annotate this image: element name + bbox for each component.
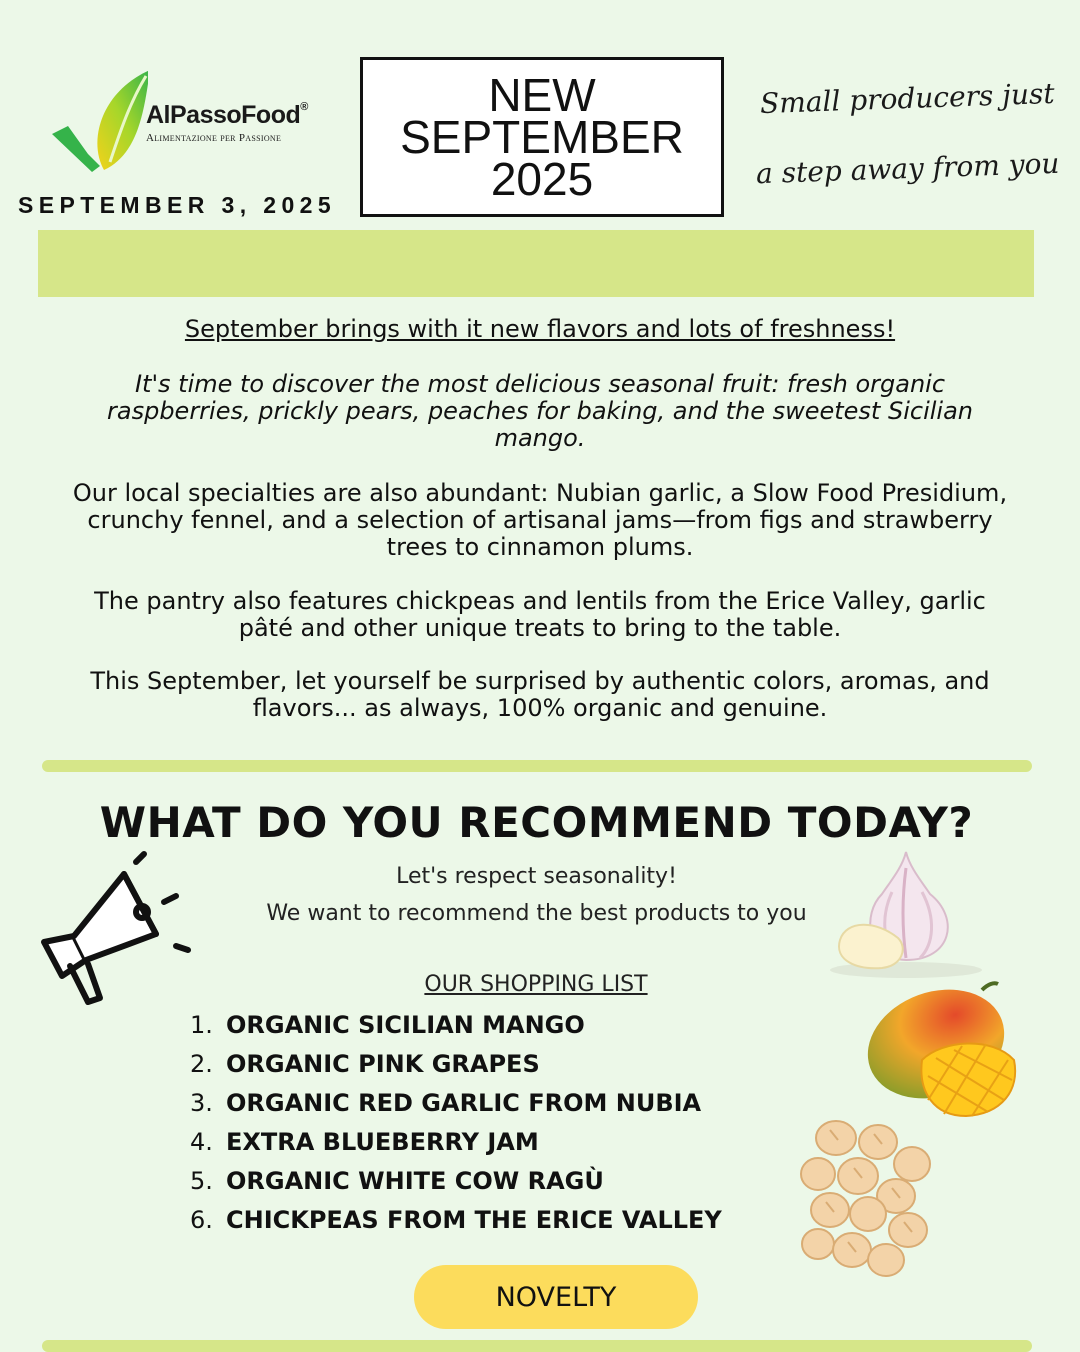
brand-tagline: Alimentazione per Passione <box>146 132 282 144</box>
garlic-icon <box>826 848 986 983</box>
intro-paragraph: It's time to discover the most delicious seasonal fruit: fresh organic raspberries, prickly pears, peaches for baking, and the sweetest Sicilian mango. <box>107 370 973 452</box>
list-item: 3. ORGANIC RED GARLIC FROM NUBIA <box>190 1089 702 1117</box>
accent-band <box>38 230 1034 297</box>
issue-date: SEPTEMBER 3, 2025 <box>18 192 337 218</box>
shopping-list-title: OUR SHOPPING LIST <box>424 972 648 997</box>
new-box-line: NEW <box>488 69 596 121</box>
new-september-box <box>360 57 724 217</box>
slogan-line: Small producers just <box>759 76 1056 121</box>
subtitle-line: Let's respect seasonality! <box>396 864 677 889</box>
intro-headline: September brings with it new flavors and lots of freshness! <box>184 315 896 343</box>
section-heading: WHAT DO YOU RECOMMEND TODAY? <box>99 798 974 847</box>
list-item: 2. ORGANIC PINK GRAPES <box>190 1050 540 1078</box>
new-box-line: SEPTEMBER <box>400 111 684 163</box>
list-item: 6. CHICKPEAS FROM THE ERICE VALLEY <box>190 1206 722 1234</box>
divider <box>42 1340 1032 1352</box>
list-item: 5. ORGANIC WHITE COW RAGÙ <box>190 1167 604 1195</box>
list-item: 4. EXTRA BLUEBERRY JAM <box>190 1128 539 1156</box>
chickpeas-icon <box>796 1118 936 1280</box>
mango-icon <box>862 980 1022 1120</box>
intro-paragraph: The pantry also features chickpeas and lentils from the Erice Valley, garlic pâté and other unique treats to bring to the table. <box>94 587 986 642</box>
divider <box>42 760 1032 772</box>
brand-name: AlPassoFood® <box>146 101 308 129</box>
novelty-button[interactable]: NOVELTY <box>414 1265 698 1329</box>
leaf-check-logo-icon <box>48 62 148 182</box>
megaphone-icon <box>28 850 198 1020</box>
shopping-list <box>190 1010 722 1244</box>
new-box-line: 2025 <box>490 153 594 205</box>
intro-paragraph: This September, let yourself be surprised by authentic colors, aromas, and flavors... as always, 100% organic and genuine. <box>90 667 990 722</box>
subtitle-line: We want to recommend the best products to you <box>266 901 807 926</box>
slogan-line: a step away from you <box>755 146 1060 191</box>
intro-paragraph: Our local specialties are also abundant: Nubian garlic, a Slow Food Presidium, crunchy fennel, and a selection of artisanal jams—from figs and strawberry trees to cinnamon plums. <box>72 479 1008 561</box>
list-item: 1. ORGANIC SICILIAN MANGO <box>190 1011 585 1039</box>
